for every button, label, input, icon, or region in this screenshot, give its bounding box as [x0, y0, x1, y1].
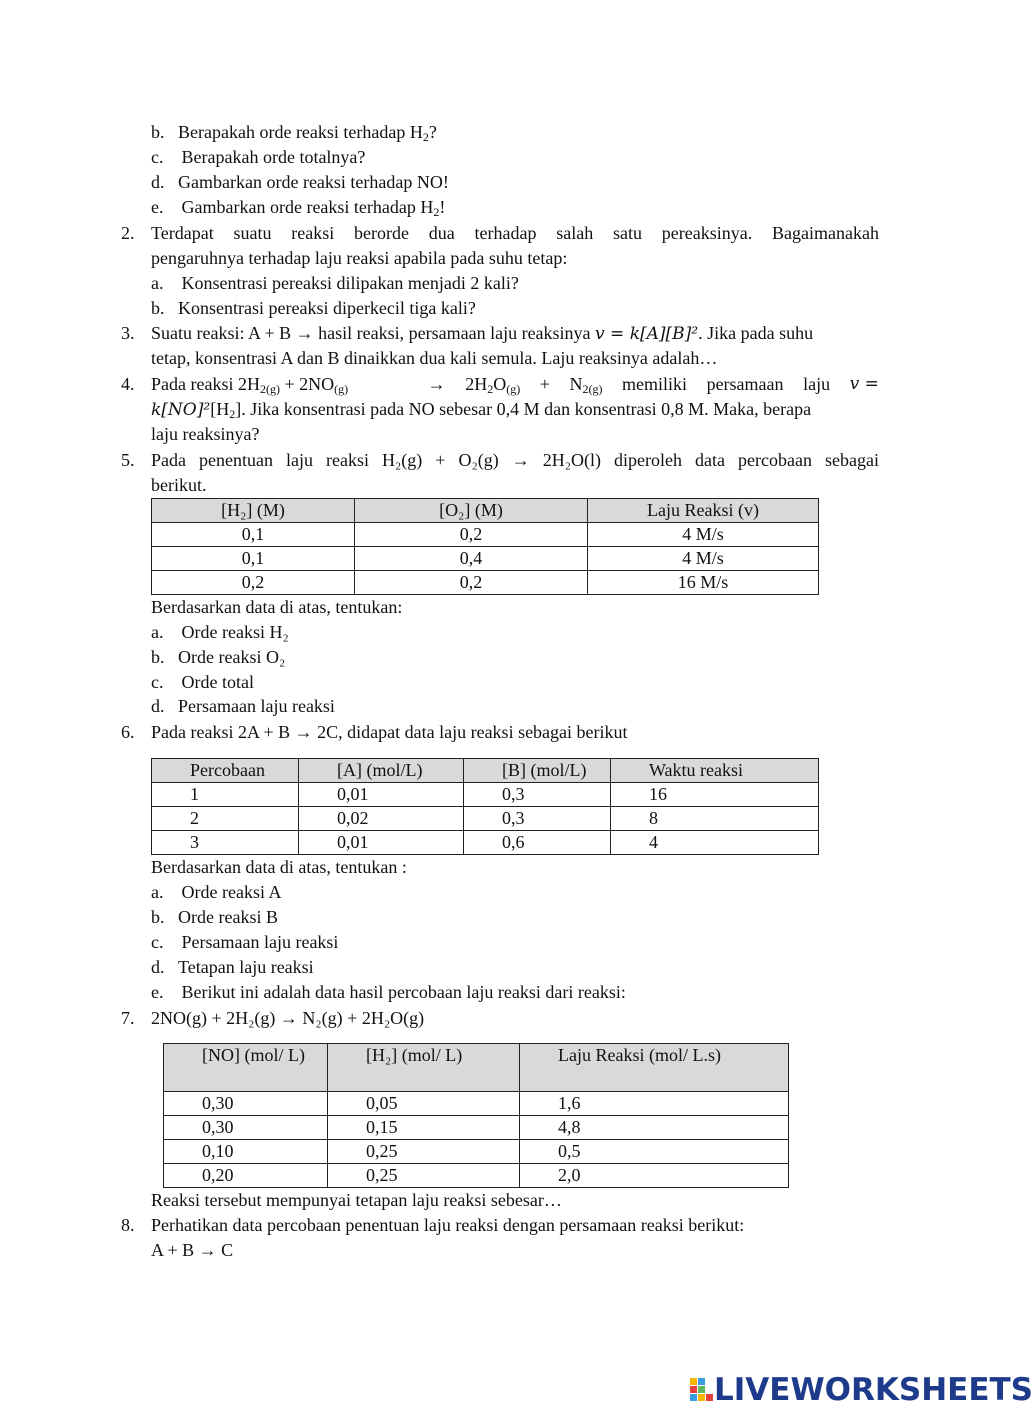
q1-item-b: b. Berapakah orde reaksi terhadap $H_2$?	[151, 122, 437, 144]
table-row	[164, 1092, 789, 1116]
q6-after-text: Berdasarkan data di atas, tentukan :	[151, 857, 407, 877]
table-row	[152, 571, 819, 595]
table-header-cell: Laju Reaksi (v)	[588, 499, 819, 523]
table-row	[152, 523, 819, 547]
table-header-cell: [O₂] (M)	[355, 499, 588, 523]
table-cell: 4,8	[520, 1116, 789, 1140]
q4-text-line1: Pada reaksi $2H_{2(g)} + 2NO_{(g)}$ → $2H_2O_{(g)}$ + $N_{2(g)}$ memiliki persamaan laju v =	[151, 374, 879, 396]
q8-equation: A + B → C	[151, 1240, 234, 1260]
table-cell: 0,30	[164, 1116, 328, 1140]
q6-number: 6.	[121, 722, 135, 742]
q6-item-a: a. Orde reaksi A	[151, 882, 282, 902]
table-cell: 0,6	[464, 831, 611, 855]
q3-rate-equation: v = k[A][B]²	[595, 324, 699, 344]
table-header-cell: [B] (mol/L)	[464, 759, 611, 783]
q6-data-table	[151, 758, 819, 855]
table-header-row	[152, 499, 819, 523]
q4-rate-equation: k[NO]²	[151, 400, 211, 420]
table-cell: 16 M/s	[588, 571, 819, 595]
table-cell: 0,05	[328, 1092, 520, 1116]
table-cell: 0,1	[152, 547, 355, 571]
table-row	[164, 1140, 789, 1164]
table-cell: 4	[611, 831, 819, 855]
table-row	[152, 807, 819, 831]
q2-text-line1: Terdapat suatu reaksi berorde dua terhadap salah satu pereaksinya. Bagaimanakah	[151, 223, 879, 243]
liveworksheets-logo	[690, 1372, 1033, 1408]
q6-item-b: b. Orde reaksi B	[151, 907, 278, 927]
q5-number: 5.	[121, 450, 135, 470]
table-cell: 16	[611, 783, 819, 807]
table-row	[152, 831, 819, 855]
table-cell: 1	[152, 783, 299, 807]
table-cell: 0,30	[164, 1092, 328, 1116]
q7-after-text: Reaksi tersebut mempunyai tetapan laju reaksi sebesar…	[151, 1190, 562, 1210]
table-cell: 0,20	[164, 1164, 328, 1188]
table-cell: 8	[611, 807, 819, 831]
q4-text-line2: $k[NO]^2[H_2]$. Jika konsentrasi pada NO sebesar 0,4 M dan konsentrasi 0,8 M. Maka, berapa	[151, 399, 812, 421]
table-header-row	[164, 1044, 789, 1092]
table-cell: 0,25	[328, 1140, 520, 1164]
table-cell: 0,02	[299, 807, 464, 831]
table-cell: 2,0	[520, 1164, 789, 1188]
q6-item-d: d. Tetapan laju reaksi	[151, 957, 314, 977]
q6-item-e: e. Berikut ini adalah data hasil percobaan laju reaksi dari reaksi:	[151, 982, 626, 1002]
q8-number: 8.	[121, 1215, 135, 1235]
q2-text-line2: pengaruhnya terhadap laju reaksi apabila pada suhu tetap:	[151, 248, 568, 268]
q4-text-line3: laju reaksinya?	[151, 424, 260, 444]
q6-item-c: c. Persamaan laju reaksi	[151, 932, 339, 952]
q5-data-table	[151, 498, 819, 595]
table-cell: 4 M/s	[588, 523, 819, 547]
q3-number: 3.	[121, 323, 135, 343]
q2-number: 2.	[121, 223, 135, 243]
q8-text-line1: Perhatikan data percobaan penentuan laju reaksi dengan persamaan reaksi berikut:	[151, 1215, 745, 1235]
q5-text-line2: berikut.	[151, 475, 207, 495]
q1-item-c: c. Berapakah orde totalnya?	[151, 147, 366, 167]
table-cell: 0,25	[328, 1164, 520, 1188]
table-header-cell: [NO] (mol/ L)	[164, 1044, 328, 1092]
table-cell: 4 M/s	[588, 547, 819, 571]
table-row	[164, 1164, 789, 1188]
q5-item-d: d. Persamaan laju reaksi	[151, 696, 335, 716]
q6-text-line1: Pada reaksi 2A + B → 2C, didapat data laju reaksi sebagai berikut	[151, 722, 628, 742]
table-cell: 0,01	[299, 831, 464, 855]
table-cell: 3	[152, 831, 299, 855]
table-cell: 0,10	[164, 1140, 328, 1164]
q7-number: 7.	[121, 1008, 135, 1028]
q5-after-text: Berdasarkan data di atas, tentukan:	[151, 597, 403, 617]
table-cell: 0,2	[355, 571, 588, 595]
table-header-cell: [H₂] (M)	[152, 499, 355, 523]
q2-item-a: a. Konsentrasi pereaksi dilipakan menjadi 2 kali?	[151, 273, 519, 293]
table-header-cell: Laju Reaksi (mol/ L.s)	[520, 1044, 789, 1092]
table-cell: 1,6	[520, 1092, 789, 1116]
liveworksheets-logo-text: LIVEWORKSHEETS	[714, 1372, 1033, 1408]
q7-data-table	[163, 1043, 789, 1188]
table-cell: 0,2	[152, 571, 355, 595]
table-row	[164, 1116, 789, 1140]
liveworksheets-logo-icon	[690, 1378, 714, 1402]
table-cell: 0,3	[464, 807, 611, 831]
table-header-cell: [H₂] (mol/ L)	[328, 1044, 520, 1092]
q7-equation: 2NO(g) + 2H₂(g) → N₂(g) + 2H₂O(g)	[151, 1008, 425, 1028]
q4-number: 4.	[121, 374, 135, 394]
table-cell: 0,01	[299, 783, 464, 807]
q5-item-b: b. Orde reaksi O₂	[151, 647, 286, 667]
q2-item-b: b. Konsentrasi pereaksi diperkecil tiga kali?	[151, 298, 476, 318]
q5-item-a: a. Orde reaksi H₂	[151, 622, 289, 642]
table-cell: 0,4	[355, 547, 588, 571]
q5-item-c: c. Orde total	[151, 672, 254, 692]
q1-item-d: d. Gambarkan orde reaksi terhadap NO!	[151, 172, 449, 192]
table-row	[152, 783, 819, 807]
table-header-cell: [A] (mol/L)	[299, 759, 464, 783]
table-header-row	[152, 759, 819, 783]
q3-text-line1: Suatu reaksi: A + B → hasil reaksi, persamaan laju reaksinya v = k[A][B]². Jika pada suhu	[151, 323, 814, 344]
table-cell: 0,3	[464, 783, 611, 807]
table-header-cell: Percobaan	[152, 759, 299, 783]
q3-text-line2: tetap, konsentrasi A dan B dinaikkan dua kali semula. Laju reaksinya adalah…	[151, 348, 718, 368]
table-cell: 0,2	[355, 523, 588, 547]
table-row	[152, 547, 819, 571]
q5-text-line1: Pada penentuan laju reaksi H₂(g) + O₂(g) → 2H₂O(l) diperoleh data percobaan sebagai	[151, 450, 879, 470]
q1-item-e: e. Gambarkan orde reaksi terhadap $H_2$!	[151, 197, 446, 219]
table-cell: 2	[152, 807, 299, 831]
table-cell: 0,5	[520, 1140, 789, 1164]
table-cell: 0,1	[152, 523, 355, 547]
table-cell: 0,15	[328, 1116, 520, 1140]
table-header-cell: Waktu reaksi	[611, 759, 819, 783]
